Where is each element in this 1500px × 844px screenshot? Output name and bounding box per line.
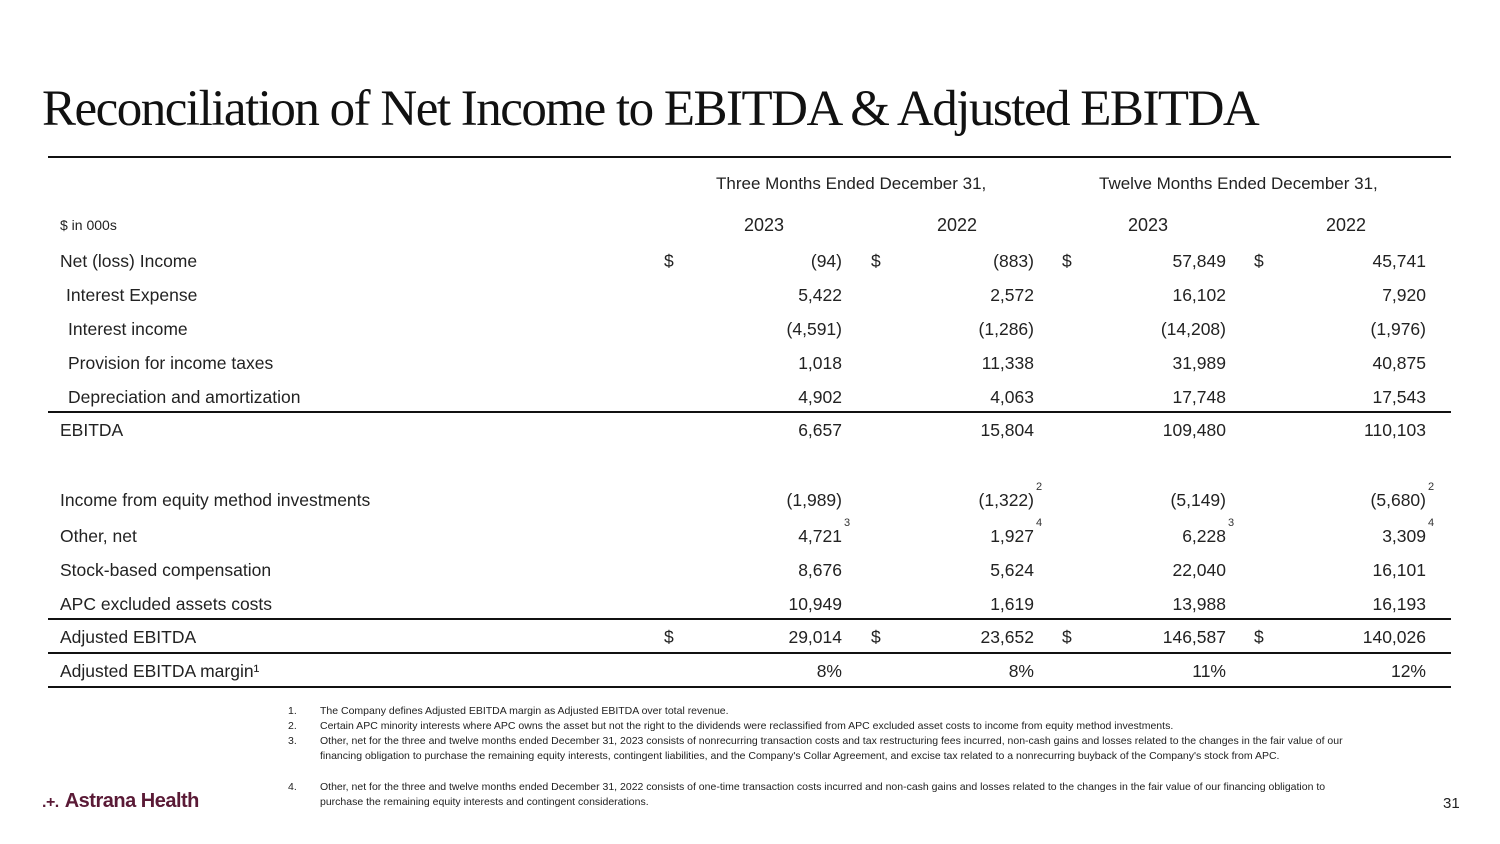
table-cell: 3,309 [1382, 526, 1426, 546]
table-cell: 5,624 [990, 560, 1034, 580]
footnote-number: 3. [288, 735, 297, 747]
footnote-marker: 3 [1228, 517, 1235, 529]
row-label: Net (loss) Income [60, 251, 198, 271]
currency-symbol: $ [1254, 627, 1264, 647]
logo-text: Astrana Health [64, 790, 199, 812]
table-cell: 22,040 [1172, 560, 1226, 580]
footnote-number: 4. [288, 781, 297, 793]
astrana-logo-icon: .+. [42, 794, 59, 811]
currency-symbol: $ [664, 251, 674, 271]
year-header: 2023 [744, 215, 785, 235]
page-number: 31 [1443, 795, 1460, 812]
table-cell: 45,741 [1372, 251, 1426, 271]
footnote-text: Other, net for the three and twelve months ended December 31, 2023 consists of nonrecurring transaction costs and tax restructuring fees incurred, non-cash gains and losses related to the changes in the fair value of our financing obligation to purchase the remaining equity interests, contingent liabilities, and the Company's Collar Agreement, and excise tax related to a nonrecurring buyback of the Company's stock from APC. [320, 735, 1343, 762]
table-cell: 29,014 [788, 627, 842, 647]
table-cell: (4,591) [786, 319, 842, 339]
table-cell: 31,989 [1172, 353, 1226, 373]
table-cell: 7,920 [1382, 285, 1426, 305]
footnote-number: 2. [288, 720, 297, 732]
table-cell: 16,193 [1372, 594, 1426, 614]
row-label: Interest income [68, 319, 188, 339]
table-cell: 16,101 [1372, 560, 1426, 580]
currency-symbol: $ [1062, 251, 1072, 271]
year-header: 2022 [1326, 215, 1367, 235]
table-cell: 5,422 [798, 285, 842, 305]
table-cell: 6,228 [1182, 526, 1226, 546]
table-cell: 6,657 [798, 420, 842, 440]
table-rule [48, 686, 1451, 688]
footnote-text: Other, net for the three and twelve months ended December 31, 2022 consists of one-time transaction costs incurred and non-cash gains and losses related to the changes in the fair value of our financing obligation to purchase the remaining equity interests and contingent considerations. [320, 781, 1326, 808]
table-cell: 4,902 [798, 387, 842, 407]
currency-symbol: $ [871, 251, 881, 271]
table-cell: 4,721 [798, 526, 842, 546]
table-cell: 146,587 [1162, 627, 1226, 647]
table-cell: 17,543 [1372, 387, 1426, 407]
footnote-marker: 3 [844, 517, 851, 529]
page-title: Reconciliation of Net Income to EBITDA & Adjusted EBITDA [42, 81, 1259, 137]
table-cell: 109,480 [1162, 420, 1226, 440]
footnote-marker: 2 [1036, 481, 1043, 493]
footnote-number: 1. [288, 705, 297, 717]
table-cell: 13,988 [1172, 594, 1226, 614]
table-cell: 57,849 [1172, 251, 1226, 271]
table-cell: (5,149) [1170, 490, 1226, 510]
unit-label: $ in 000s [60, 217, 117, 233]
footnote-text: Certain APC minority interests where APC owns the asset but not the right to the dividends were reclassified from APC excluded asset costs to income from equity method investments. [320, 720, 1174, 732]
table-cell: 1,018 [798, 353, 842, 373]
table-cell: 2,572 [990, 285, 1034, 305]
table-cell: 16,102 [1172, 285, 1226, 305]
row-label: Stock-based compensation [60, 560, 272, 580]
year-header: 2023 [1128, 215, 1169, 235]
header-twelve-months: Twelve Months Ended December 31, [1099, 174, 1378, 193]
company-logo [42, 790, 199, 813]
row-label: APC excluded assets costs [60, 594, 273, 614]
title-divider [48, 156, 1451, 158]
table-cell: 12% [1390, 661, 1426, 681]
table-cell: (1,322) [978, 490, 1034, 510]
table-cell: 8% [816, 661, 842, 681]
footnote-marker: 4 [1036, 517, 1043, 529]
row-label: Income from equity method investments [60, 490, 371, 510]
row-label: EBITDA [60, 420, 124, 440]
row-label: Other, net [60, 526, 137, 546]
table-cell: 1,927 [990, 526, 1034, 546]
footnote-marker: 4 [1428, 517, 1435, 529]
row-label: Adjusted EBITDA margin¹ [60, 661, 260, 681]
row-label: Interest Expense [66, 285, 198, 305]
row-label: Depreciation and amortization [68, 387, 301, 407]
footnote-marker: 2 [1428, 481, 1435, 493]
header-three-months: Three Months Ended December 31, [716, 174, 987, 193]
table-cell: 23,652 [980, 627, 1034, 647]
currency-symbol: $ [664, 627, 674, 647]
table-rule [48, 618, 1451, 620]
table-cell: 15,804 [980, 420, 1034, 440]
table-rule [48, 652, 1451, 654]
row-label: Provision for income taxes [68, 353, 274, 373]
table-cell: (94) [810, 251, 842, 271]
table-cell: 140,026 [1362, 627, 1426, 647]
table-cell: 110,103 [1364, 420, 1426, 440]
row-label: Adjusted EBITDA [60, 627, 197, 647]
table-cell: (1,286) [978, 319, 1034, 339]
table-cell: 17,748 [1172, 387, 1226, 407]
footnote-text: The Company defines Adjusted EBITDA margin as Adjusted EBITDA over total revenue. [320, 705, 729, 717]
currency-symbol: $ [1254, 251, 1264, 271]
table-cell: (883) [993, 251, 1034, 271]
currency-symbol: $ [871, 627, 881, 647]
table-cell: 40,875 [1372, 353, 1426, 373]
table-cell: (14,208) [1160, 319, 1226, 339]
currency-symbol: $ [1062, 627, 1072, 647]
table-cell: 4,063 [990, 387, 1034, 407]
table-cell: 11% [1192, 661, 1226, 681]
table-cell: (1,989) [786, 490, 842, 510]
table-cell: 8% [1008, 661, 1034, 681]
table-cell: (1,976) [1370, 319, 1426, 339]
table-cell: (5,680) [1370, 490, 1426, 510]
year-header: 2022 [937, 215, 978, 235]
table-cell: 10,949 [788, 594, 842, 614]
table-cell: 1,619 [990, 594, 1034, 614]
table-cell: 8,676 [798, 560, 842, 580]
table-rule [48, 411, 1451, 413]
table-cell: 11,338 [981, 353, 1034, 373]
